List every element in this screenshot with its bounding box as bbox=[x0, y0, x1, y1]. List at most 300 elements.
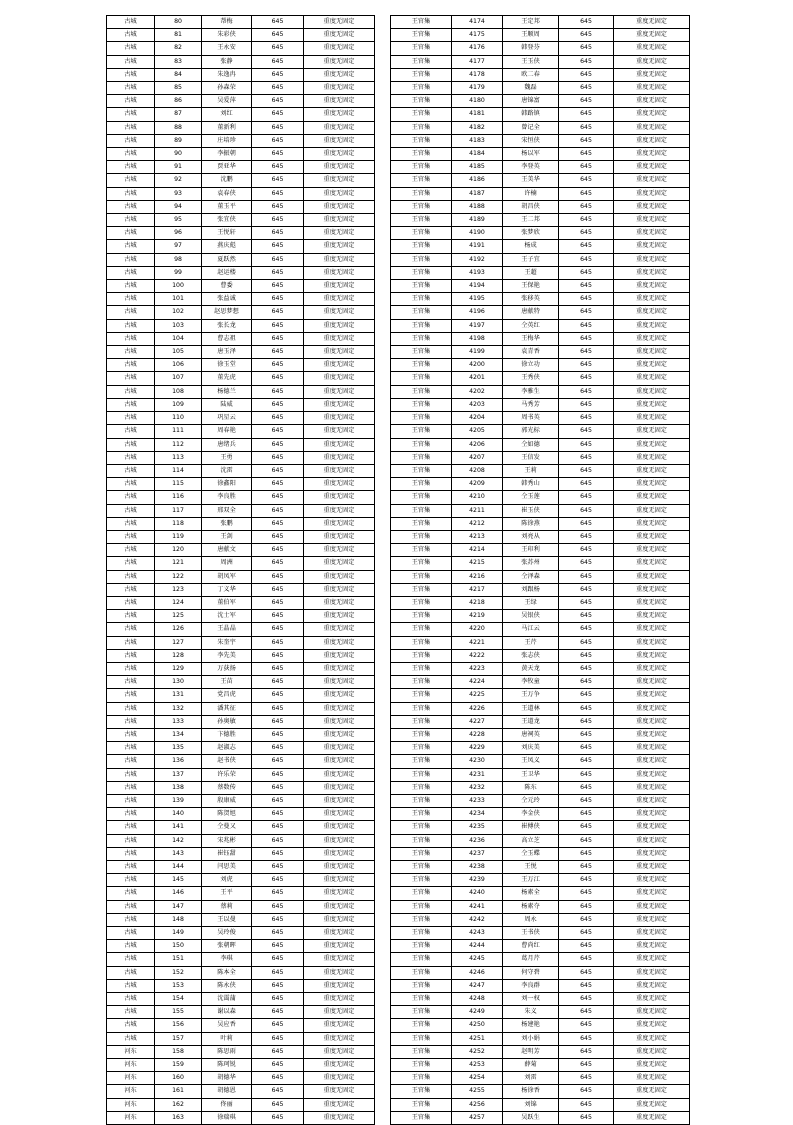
table-row bbox=[391, 1032, 690, 1045]
table-row bbox=[107, 676, 375, 689]
number-cell: 116 bbox=[155, 491, 202, 504]
category-cell: 重度无固定 bbox=[614, 781, 690, 794]
amount-cell: 645 bbox=[559, 847, 614, 860]
category-cell: 重度无固定 bbox=[614, 504, 690, 517]
number-cell: 4212 bbox=[452, 517, 503, 530]
town-cell: 王官集 bbox=[391, 253, 452, 266]
table-row bbox=[107, 940, 375, 953]
town-cell: 古城 bbox=[107, 319, 155, 332]
town-cell: 王官集 bbox=[391, 1098, 452, 1111]
table-row bbox=[107, 966, 375, 979]
number-cell: 4197 bbox=[452, 319, 503, 332]
category-cell: 重度无固定 bbox=[304, 332, 375, 345]
name-cell: 朱奎宇 bbox=[202, 636, 252, 649]
amount-cell: 645 bbox=[559, 689, 614, 702]
category-cell: 重度无固定 bbox=[614, 134, 690, 147]
table-row bbox=[391, 319, 690, 332]
category-cell: 重度无固定 bbox=[614, 227, 690, 240]
table-row bbox=[391, 557, 690, 570]
category-cell: 重度无固定 bbox=[614, 332, 690, 345]
name-cell: 仝曼又 bbox=[202, 821, 252, 834]
number-cell: 93 bbox=[155, 187, 202, 200]
category-cell: 重度无固定 bbox=[614, 425, 690, 438]
table-row bbox=[107, 517, 375, 530]
town-cell: 古城 bbox=[107, 68, 155, 81]
number-cell: 4229 bbox=[452, 742, 503, 755]
name-cell: 杨建艳 bbox=[503, 1019, 559, 1032]
table-row bbox=[391, 253, 690, 266]
amount-cell: 645 bbox=[252, 821, 304, 834]
category-cell: 重度无固定 bbox=[304, 979, 375, 992]
number-cell: 105 bbox=[155, 346, 202, 359]
name-cell: 薛菊 bbox=[503, 1059, 559, 1072]
town-cell: 古城 bbox=[107, 174, 155, 187]
town-cell: 河东 bbox=[107, 1111, 155, 1124]
amount-cell: 645 bbox=[252, 649, 304, 662]
number-cell: 88 bbox=[155, 121, 202, 134]
name-cell: 朱义 bbox=[503, 1006, 559, 1019]
category-cell: 重度无固定 bbox=[304, 847, 375, 860]
town-cell: 王官集 bbox=[391, 887, 452, 900]
amount-cell: 645 bbox=[252, 874, 304, 887]
table-row bbox=[391, 636, 690, 649]
town-cell: 古城 bbox=[107, 636, 155, 649]
number-cell: 4206 bbox=[452, 438, 503, 451]
table-row bbox=[391, 1085, 690, 1098]
town-cell: 王官集 bbox=[391, 570, 452, 583]
table-row bbox=[107, 1045, 375, 1058]
town-cell: 王官集 bbox=[391, 821, 452, 834]
table-row bbox=[391, 95, 690, 108]
category-cell: 重度无固定 bbox=[304, 16, 375, 29]
category-cell: 重度无固定 bbox=[614, 702, 690, 715]
category-cell: 重度无固定 bbox=[614, 82, 690, 95]
number-cell: 4223 bbox=[452, 662, 503, 675]
name-cell: 葛月芹 bbox=[503, 953, 559, 966]
number-cell: 121 bbox=[155, 557, 202, 570]
town-cell: 古城 bbox=[107, 742, 155, 755]
town-cell: 古城 bbox=[107, 927, 155, 940]
number-cell: 4255 bbox=[452, 1085, 503, 1098]
number-cell: 135 bbox=[155, 742, 202, 755]
town-cell: 王官集 bbox=[391, 662, 452, 675]
town-cell: 王官集 bbox=[391, 979, 452, 992]
table-row bbox=[391, 1006, 690, 1019]
town-cell: 古城 bbox=[107, 438, 155, 451]
category-cell: 重度无固定 bbox=[304, 583, 375, 596]
table-row bbox=[107, 715, 375, 728]
amount-cell: 645 bbox=[252, 794, 304, 807]
table-row bbox=[391, 808, 690, 821]
table-row bbox=[107, 451, 375, 464]
table-row bbox=[391, 728, 690, 741]
table-row bbox=[391, 121, 690, 134]
table-row bbox=[107, 359, 375, 372]
table-row bbox=[107, 1111, 375, 1124]
number-cell: 4216 bbox=[452, 570, 503, 583]
name-cell: 朱逸冉 bbox=[202, 68, 252, 81]
town-cell: 王官集 bbox=[391, 214, 452, 227]
table-row bbox=[391, 332, 690, 345]
table-row bbox=[107, 68, 375, 81]
category-cell: 重度无固定 bbox=[304, 927, 375, 940]
name-cell: 张移英 bbox=[503, 293, 559, 306]
town-cell: 王官集 bbox=[391, 583, 452, 596]
name-cell: 陈本全 bbox=[202, 966, 252, 979]
table-row bbox=[107, 319, 375, 332]
amount-cell: 645 bbox=[559, 200, 614, 213]
town-cell: 河东 bbox=[107, 1059, 155, 1072]
amount-cell: 645 bbox=[559, 1085, 614, 1098]
number-cell: 4193 bbox=[452, 266, 503, 279]
town-cell: 王官集 bbox=[391, 676, 452, 689]
town-cell: 古城 bbox=[107, 134, 155, 147]
name-cell: 王万争 bbox=[503, 689, 559, 702]
table-row bbox=[107, 412, 375, 425]
table-row bbox=[391, 596, 690, 609]
table-row bbox=[391, 214, 690, 227]
category-cell: 重度无固定 bbox=[614, 953, 690, 966]
number-cell: 4174 bbox=[452, 16, 503, 29]
name-cell: 韩登芬 bbox=[503, 42, 559, 55]
name-cell: 韩路镇 bbox=[503, 108, 559, 121]
number-cell: 4196 bbox=[452, 306, 503, 319]
amount-cell: 645 bbox=[559, 649, 614, 662]
table-row bbox=[391, 227, 690, 240]
name-cell: 杨素全 bbox=[503, 887, 559, 900]
name-cell: 王卫华 bbox=[503, 768, 559, 781]
name-cell: 仝元玲 bbox=[503, 794, 559, 807]
amount-cell: 645 bbox=[559, 781, 614, 794]
category-cell: 重度无固定 bbox=[614, 398, 690, 411]
number-cell: 104 bbox=[155, 332, 202, 345]
town-cell: 王官集 bbox=[391, 1059, 452, 1072]
number-cell: 163 bbox=[155, 1111, 202, 1124]
amount-cell: 645 bbox=[559, 821, 614, 834]
number-cell: 131 bbox=[155, 689, 202, 702]
town-cell: 王官集 bbox=[391, 610, 452, 623]
town-cell: 王官集 bbox=[391, 768, 452, 781]
amount-cell: 645 bbox=[252, 359, 304, 372]
number-cell: 4178 bbox=[452, 68, 503, 81]
category-cell: 重度无固定 bbox=[614, 834, 690, 847]
amount-cell: 645 bbox=[252, 55, 304, 68]
table-row bbox=[107, 240, 375, 253]
amount-cell: 645 bbox=[559, 491, 614, 504]
right-table-body bbox=[391, 16, 690, 1125]
name-cell: 王芹 bbox=[503, 636, 559, 649]
name-cell: 许楠 bbox=[503, 187, 559, 200]
amount-cell: 645 bbox=[559, 1098, 614, 1111]
town-cell: 王官集 bbox=[391, 68, 452, 81]
town-cell: 王官集 bbox=[391, 398, 452, 411]
table-row bbox=[107, 1006, 375, 1019]
category-cell: 重度无固定 bbox=[614, 266, 690, 279]
town-cell: 王官集 bbox=[391, 372, 452, 385]
amount-cell: 645 bbox=[559, 438, 614, 451]
category-cell: 重度无固定 bbox=[614, 768, 690, 781]
table-row bbox=[107, 438, 375, 451]
category-cell: 重度无固定 bbox=[304, 517, 375, 530]
number-cell: 85 bbox=[155, 82, 202, 95]
number-cell: 94 bbox=[155, 200, 202, 213]
table-row bbox=[391, 372, 690, 385]
name-cell: 王凤义 bbox=[503, 755, 559, 768]
table-row bbox=[107, 861, 375, 874]
category-cell: 重度无固定 bbox=[614, 1085, 690, 1098]
table-row bbox=[107, 227, 375, 240]
category-cell: 重度无固定 bbox=[614, 544, 690, 557]
name-cell: 郭光标 bbox=[503, 425, 559, 438]
town-cell: 王官集 bbox=[391, 1006, 452, 1019]
category-cell: 重度无固定 bbox=[304, 940, 375, 953]
amount-cell: 645 bbox=[252, 253, 304, 266]
name-cell: 杨成 bbox=[503, 240, 559, 253]
amount-cell: 645 bbox=[559, 214, 614, 227]
table-row bbox=[107, 557, 375, 570]
number-cell: 119 bbox=[155, 530, 202, 543]
amount-cell: 645 bbox=[559, 253, 614, 266]
amount-cell: 645 bbox=[559, 993, 614, 1006]
name-cell: 李良群 bbox=[503, 979, 559, 992]
table-row bbox=[107, 768, 375, 781]
town-cell: 王官集 bbox=[391, 728, 452, 741]
name-cell: 宋兆彬 bbox=[202, 834, 252, 847]
town-cell: 古城 bbox=[107, 148, 155, 161]
town-cell: 古城 bbox=[107, 781, 155, 794]
amount-cell: 645 bbox=[559, 108, 614, 121]
table-row bbox=[391, 398, 690, 411]
table-row bbox=[107, 253, 375, 266]
number-cell: 4188 bbox=[452, 200, 503, 213]
number-cell: 153 bbox=[155, 979, 202, 992]
town-cell: 王官集 bbox=[391, 834, 452, 847]
number-cell: 84 bbox=[155, 68, 202, 81]
town-cell: 古城 bbox=[107, 662, 155, 675]
amount-cell: 645 bbox=[559, 715, 614, 728]
table-row bbox=[107, 610, 375, 623]
town-cell: 王官集 bbox=[391, 596, 452, 609]
name-cell: 曹尚红 bbox=[503, 940, 559, 953]
name-cell: 庄培珍 bbox=[202, 134, 252, 147]
amount-cell: 645 bbox=[252, 1059, 304, 1072]
amount-cell: 645 bbox=[559, 174, 614, 187]
amount-cell: 645 bbox=[559, 319, 614, 332]
name-cell: 张静 bbox=[202, 55, 252, 68]
table-row bbox=[391, 583, 690, 596]
name-cell: 黄天龙 bbox=[503, 662, 559, 675]
number-cell: 107 bbox=[155, 372, 202, 385]
table-row bbox=[391, 913, 690, 926]
amount-cell: 645 bbox=[252, 662, 304, 675]
amount-cell: 645 bbox=[252, 1019, 304, 1032]
name-cell: 朱彩侠 bbox=[202, 29, 252, 42]
amount-cell: 645 bbox=[252, 174, 304, 187]
number-cell: 4176 bbox=[452, 42, 503, 55]
category-cell: 重度无固定 bbox=[304, 293, 375, 306]
name-cell: 王保艳 bbox=[503, 280, 559, 293]
name-cell: 张鹏 bbox=[202, 517, 252, 530]
town-cell: 古城 bbox=[107, 887, 155, 900]
name-cell: 党昌虎 bbox=[202, 689, 252, 702]
name-cell: 宋恒侠 bbox=[503, 134, 559, 147]
table-row bbox=[391, 293, 690, 306]
town-cell: 王官集 bbox=[391, 319, 452, 332]
town-cell: 王官集 bbox=[391, 134, 452, 147]
name-cell: 杨素夺 bbox=[503, 900, 559, 913]
amount-cell: 645 bbox=[559, 1032, 614, 1045]
table-row bbox=[107, 134, 375, 147]
town-cell: 古城 bbox=[107, 504, 155, 517]
table-row bbox=[391, 385, 690, 398]
town-cell: 古城 bbox=[107, 412, 155, 425]
name-cell: 刘跟杨 bbox=[503, 583, 559, 596]
table-row bbox=[391, 861, 690, 874]
category-cell: 重度无固定 bbox=[614, 55, 690, 68]
town-cell: 古城 bbox=[107, 82, 155, 95]
number-cell: 4219 bbox=[452, 610, 503, 623]
number-cell: 4237 bbox=[452, 847, 503, 860]
category-cell: 重度无固定 bbox=[614, 636, 690, 649]
name-cell: 王莉 bbox=[503, 464, 559, 477]
town-cell: 王官集 bbox=[391, 861, 452, 874]
name-cell: 曾记全 bbox=[503, 121, 559, 134]
number-cell: 4210 bbox=[452, 491, 503, 504]
category-cell: 重度无固定 bbox=[614, 108, 690, 121]
table-row bbox=[107, 200, 375, 213]
amount-cell: 645 bbox=[252, 478, 304, 491]
table-row bbox=[391, 134, 690, 147]
name-cell: 仝玉蝶 bbox=[503, 847, 559, 860]
amount-cell: 645 bbox=[252, 200, 304, 213]
table-row bbox=[391, 649, 690, 662]
number-cell: 154 bbox=[155, 993, 202, 1006]
name-cell: 王晶晶 bbox=[202, 623, 252, 636]
number-cell: 80 bbox=[155, 16, 202, 29]
number-cell: 130 bbox=[155, 676, 202, 689]
town-cell: 古城 bbox=[107, 623, 155, 636]
name-cell: 吴应香 bbox=[202, 1019, 252, 1032]
name-cell: 陈东 bbox=[503, 781, 559, 794]
number-cell: 4227 bbox=[452, 715, 503, 728]
number-cell: 112 bbox=[155, 438, 202, 451]
category-cell: 重度无固定 bbox=[304, 359, 375, 372]
category-cell: 重度无固定 bbox=[614, 861, 690, 874]
number-cell: 81 bbox=[155, 29, 202, 42]
number-cell: 4238 bbox=[452, 861, 503, 874]
category-cell: 重度无固定 bbox=[304, 372, 375, 385]
name-cell: 董伯军 bbox=[202, 596, 252, 609]
number-cell: 126 bbox=[155, 623, 202, 636]
amount-cell: 645 bbox=[559, 742, 614, 755]
amount-cell: 645 bbox=[252, 636, 304, 649]
name-cell: 刘小娟 bbox=[503, 1032, 559, 1045]
name-cell: 蔡数传 bbox=[202, 781, 252, 794]
category-cell: 重度无固定 bbox=[304, 993, 375, 1006]
number-cell: 4244 bbox=[452, 940, 503, 953]
number-cell: 4184 bbox=[452, 148, 503, 161]
amount-cell: 645 bbox=[559, 940, 614, 953]
amount-cell: 645 bbox=[252, 372, 304, 385]
table-row bbox=[107, 821, 375, 834]
category-cell: 重度无固定 bbox=[304, 808, 375, 821]
amount-cell: 645 bbox=[559, 1006, 614, 1019]
table-row bbox=[107, 266, 375, 279]
number-cell: 4246 bbox=[452, 966, 503, 979]
number-cell: 4248 bbox=[452, 993, 503, 1006]
town-cell: 王官集 bbox=[391, 82, 452, 95]
town-cell: 王官集 bbox=[391, 530, 452, 543]
category-cell: 重度无固定 bbox=[304, 1072, 375, 1085]
table-row bbox=[107, 689, 375, 702]
number-cell: 128 bbox=[155, 649, 202, 662]
amount-cell: 645 bbox=[559, 346, 614, 359]
number-cell: 4215 bbox=[452, 557, 503, 570]
town-cell: 王官集 bbox=[391, 359, 452, 372]
name-cell: 唐献文 bbox=[202, 544, 252, 557]
name-cell: 赵运楼 bbox=[202, 266, 252, 279]
town-cell: 王官集 bbox=[391, 689, 452, 702]
amount-cell: 645 bbox=[559, 266, 614, 279]
table-row bbox=[107, 187, 375, 200]
number-cell: 4252 bbox=[452, 1045, 503, 1058]
table-row bbox=[391, 1019, 690, 1032]
table-row bbox=[107, 649, 375, 662]
number-cell: 4226 bbox=[452, 702, 503, 715]
category-cell: 重度无固定 bbox=[614, 742, 690, 755]
town-cell: 古城 bbox=[107, 55, 155, 68]
number-cell: 139 bbox=[155, 794, 202, 807]
table-row bbox=[391, 715, 690, 728]
category-cell: 重度无固定 bbox=[614, 1045, 690, 1058]
category-cell: 重度无固定 bbox=[614, 887, 690, 900]
amount-cell: 645 bbox=[559, 95, 614, 108]
amount-cell: 645 bbox=[559, 451, 614, 464]
number-cell: 117 bbox=[155, 504, 202, 517]
town-cell: 古城 bbox=[107, 464, 155, 477]
amount-cell: 645 bbox=[252, 108, 304, 121]
amount-cell: 645 bbox=[559, 966, 614, 979]
town-cell: 古城 bbox=[107, 689, 155, 702]
number-cell: 82 bbox=[155, 42, 202, 55]
table-row bbox=[107, 398, 375, 411]
category-cell: 重度无固定 bbox=[614, 676, 690, 689]
table-row bbox=[107, 332, 375, 345]
category-cell: 重度无固定 bbox=[614, 715, 690, 728]
amount-cell: 645 bbox=[559, 425, 614, 438]
table-row bbox=[391, 662, 690, 675]
amount-cell: 645 bbox=[252, 240, 304, 253]
category-cell: 重度无固定 bbox=[614, 491, 690, 504]
amount-cell: 645 bbox=[252, 781, 304, 794]
amount-cell: 645 bbox=[252, 530, 304, 543]
number-cell: 4185 bbox=[452, 161, 503, 174]
category-cell: 重度无固定 bbox=[304, 755, 375, 768]
number-cell: 4199 bbox=[452, 346, 503, 359]
town-cell: 古城 bbox=[107, 874, 155, 887]
number-cell: 4235 bbox=[452, 821, 503, 834]
number-cell: 114 bbox=[155, 464, 202, 477]
amount-cell: 645 bbox=[559, 900, 614, 913]
number-cell: 4234 bbox=[452, 808, 503, 821]
town-cell: 古城 bbox=[107, 372, 155, 385]
number-cell: 4251 bbox=[452, 1032, 503, 1045]
table-row bbox=[107, 174, 375, 187]
amount-cell: 645 bbox=[252, 861, 304, 874]
number-cell: 4239 bbox=[452, 874, 503, 887]
name-cell: 王悦 bbox=[503, 861, 559, 874]
town-cell: 古城 bbox=[107, 240, 155, 253]
